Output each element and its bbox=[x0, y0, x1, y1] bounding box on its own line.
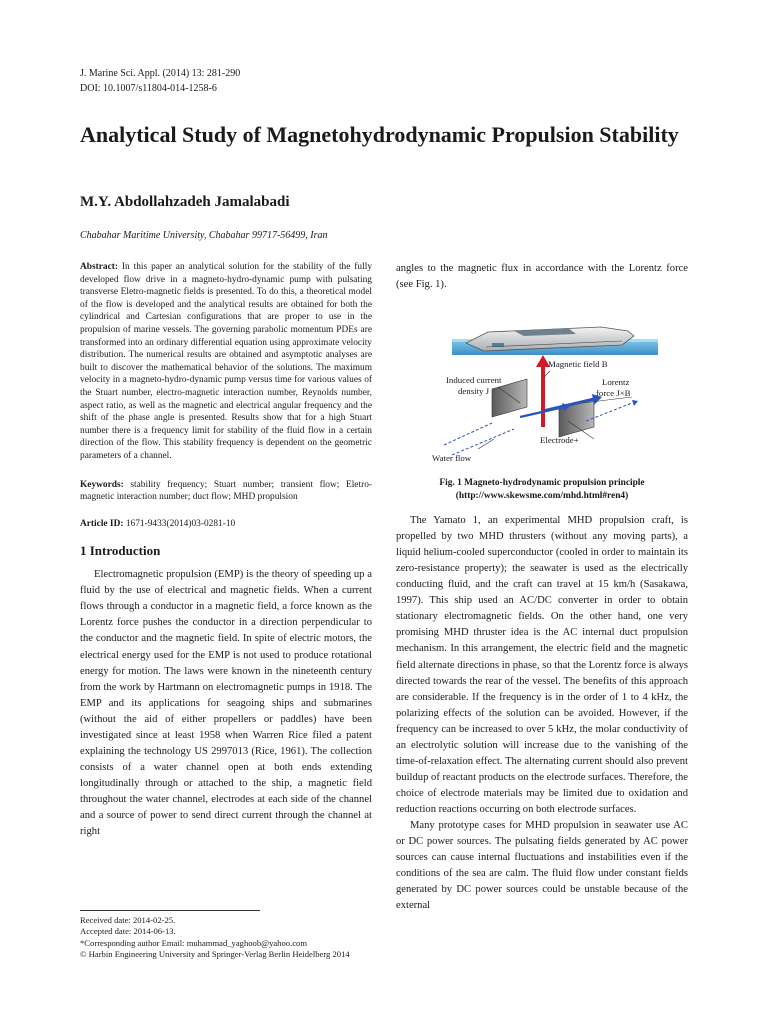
article-id bbox=[80, 518, 372, 531]
footnotes bbox=[80, 915, 380, 961]
label-induced-line2: density J bbox=[458, 386, 490, 397]
abstract bbox=[80, 261, 372, 463]
mhd-propulsion-figure bbox=[396, 305, 688, 471]
section-heading-introduction: 1 Introduction bbox=[80, 543, 161, 559]
article-id-value: 1671-9433(2014)03-0281-10 bbox=[125, 518, 236, 529]
journal-doi: DOI: 10.1007/s11804-014-1258-6 bbox=[80, 83, 217, 94]
abstract-text: In this paper an analytical solution for the stability of the fully developed flow drive in a magneto-hydro-dynamic pump with pulsating transverse Eletro-magnetic fields is presented. To do this, a theoretical model of the flow is developed and the analytical results are obtained for both the cylindrical and Cartesian configurations that are proper to use in the propulsion of marine vessels. The governing parabolic momentum PDEs are transformed into an ordinary differential equation using approximate velocity distribution. The numerical results are obtained and asymptotic analyses are built to discover the mathematical behavior of the solutions. The maximum velocity in a magneto-hydro-dynamic pump versus time for various values of the Stuart number, electro-magnetic interaction number, Reynolds number, aspect ratio, as well as the magnetic and electrical angular frequency and the shift of the phase angle is presented. Results show that for a high Stuart number there is a frequency limit for stability of the fluid flow in a certain direction of the flow. This stability frequency is dependent on the geometric parameters of a channel. bbox=[80, 262, 373, 461]
label-lorentz-line2: force J×B bbox=[596, 388, 631, 399]
label-induced-line1: Induced current bbox=[446, 375, 502, 386]
right-paragraph-yamato: The Yamato 1, an experimental MHD propulsion craft, is propelled by two MHD thrusters (without any moving parts), a liquid helium-cooled superconductor (cooled in order to maintain its zero-resistance property); the seawater is used as the electrically conducting fluid, and the craft can travel at 15 km/h (Sasakawa, 1997). This ship used an AC/DC converter in order to obtain stationary electromagnetic fields. On the other hand, one very promising MHD thruster idea is the AC internal duct propulsion mechanism. In this arrangement, the electric field and the magnetic field alternate directions in phase, so that the Lorentz force is always directed towards the rear of the vessel. The benefits of this approach are considerable. If the frequency is in the order of 1 to 4 kHz, the polarizing effects of the solution can be avoided. However, if the frequency can be increased to over 5 kHz, the molar conductivity of an electrolytic solution will increase due to the vanishing of the time-of-relaxation effect. The alternating current should also prevent buildup of reactant products on the electrode surfaces. Therefore, the choice of electrode materials may be limited due to oxidation and reduction reactions occurring on both electrode surfaces. bbox=[396, 515, 688, 815]
footnote-divider bbox=[80, 910, 260, 911]
journal-header bbox=[80, 66, 240, 96]
right-column bbox=[396, 261, 688, 914]
footnote-accepted: Accepted date: 2014-06-13. bbox=[80, 926, 176, 937]
author-name: M.Y. Abdollahzadeh Jamalabadi bbox=[80, 194, 290, 210]
label-electrode: Electrode+ bbox=[540, 435, 579, 446]
right-paragraph-prototype: Many prototype cases for MHD propulsion in seawater use AC or DC power sources. The pulsating fields generated by AC power sources can cause internal fluctuations and instabilities even if the conditions of the sea are calm. The fluid flow under constant fields generated by DC power sources could be unstable because of the external bbox=[396, 819, 688, 912]
continuation-paragraph: angles to the magnetic flux in accordance with the Lorentz force (see Fig. 1). bbox=[396, 263, 688, 291]
footnote-received: Received date: 2014-02-25. bbox=[80, 915, 176, 925]
label-magnetic-field: Magnetic field B bbox=[548, 359, 608, 370]
left-column bbox=[80, 261, 372, 840]
paper-title: Analytical Study of Magnetohydrodynamic Propulsion Stability bbox=[80, 122, 679, 147]
label-water-flow: Water flow bbox=[432, 453, 472, 464]
keywords-label: Keywords: bbox=[80, 479, 124, 490]
figure-caption-title: Fig. 1 Magneto-hydrodynamic propulsion principle bbox=[439, 478, 645, 489]
footnote-copyright: © Harbin Engineering University and Springer-Verlag Berlin Heidelberg 2014 bbox=[80, 949, 350, 960]
keywords-text: stability frequency; Stuart number; transient flow; Eletro-magnetic interaction number; duct flow; MHD propulsion bbox=[80, 479, 373, 503]
footnote-corresponding: *Corresponding author Email: muhammad_yaghoob@yahoo.com bbox=[80, 937, 308, 948]
figure-caption-source: (http://www.skewsme.com/mhd.html#ren4) bbox=[455, 491, 629, 502]
label-lorentz-line1: Lorentz bbox=[602, 377, 630, 388]
keywords bbox=[80, 479, 372, 504]
article-id-label: Article ID: bbox=[80, 518, 124, 529]
figure-caption bbox=[396, 477, 688, 503]
affiliation: Chabahar Maritime University, Chabahar 99717-56499, Iran bbox=[80, 230, 328, 241]
introduction-paragraph: Electromagnetic propulsion (EMP) is the theory of speeding up a fluid by the use of electrical and magnetic fields. When a current flows through a conductor in a magnetic field, a force known as the Lorentz force pushes the conductor in a direction perpendicular to the conductor and the magnetic field. In spite of electric motors, the electrical energy used for the EMP is not used to produce rotational energy for motion. The laws were known in the nineteenth century from the work by Hartmann on electromagnetic pumps in 1918. The EMP and its applications for seagoing ships and submarines (without the aid of either propellers or paddles) have been investigated since at least 1958 when Warren Rice filed a patent explaining the technology US 2997013 (Rice, 1961). The collection consists of a water channel open at both ends extending longitudinally through or attached to the ship, a magnetic field throughout the water channel, electrodes at each side of the channel and a source of power to send direct current through the channel at right bbox=[80, 569, 372, 838]
journal-citation: J. Marine Sci. Appl. (2014) 13: 281-290 bbox=[80, 68, 241, 79]
abstract-label: Abstract: bbox=[80, 262, 119, 272]
